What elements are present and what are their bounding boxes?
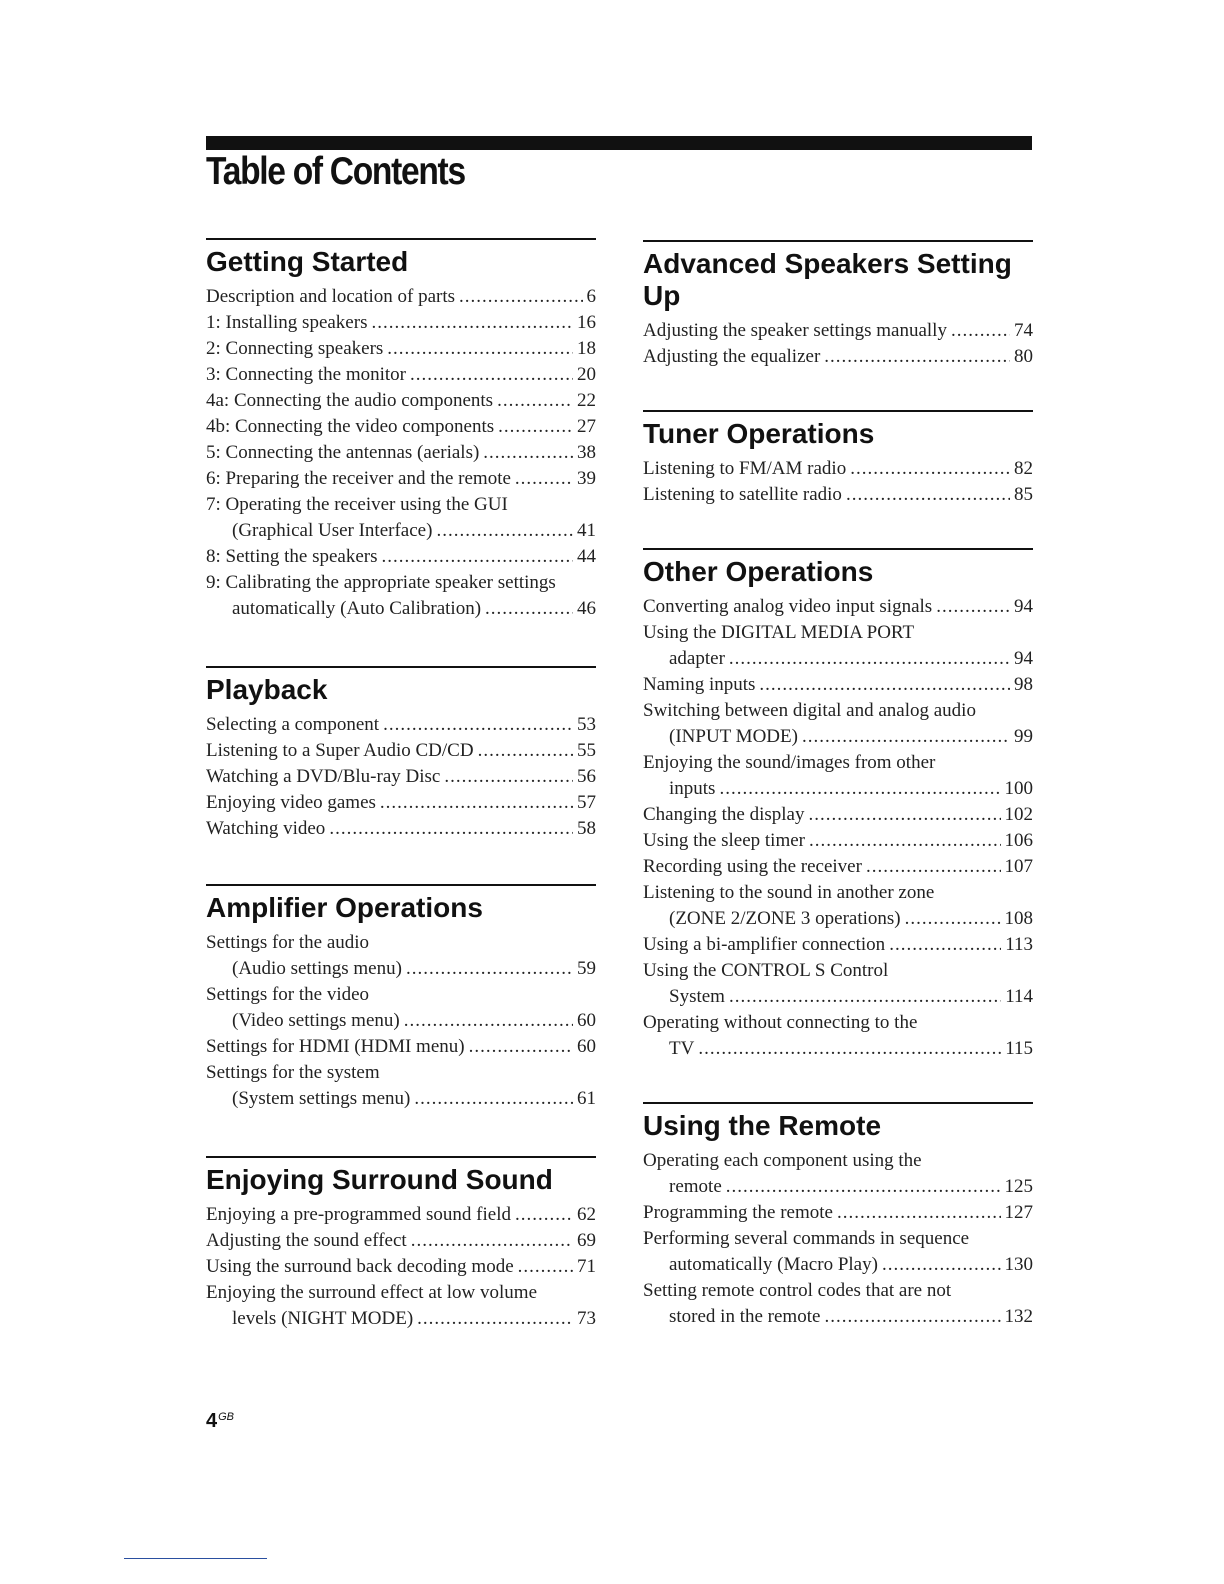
toc-entry[interactable] — [643, 802, 1033, 828]
section-title: Using the Remote — [643, 1110, 882, 1141]
dot-leader — [698, 1036, 1001, 1062]
toc-entry[interactable] — [643, 1200, 1033, 1226]
toc-entry-text: Settings for the video — [206, 984, 370, 1005]
toc-page-number: 94 — [1014, 648, 1033, 669]
toc-entry-line — [206, 790, 596, 816]
toc-entry-line — [206, 362, 596, 388]
header-rule — [206, 136, 1032, 150]
toc-entry-line — [643, 1200, 1033, 1226]
toc-entry-line — [643, 932, 1033, 958]
toc-page-number: 125 — [1004, 1176, 1033, 1197]
toc-entry[interactable] — [643, 620, 1033, 672]
toc-page-number: 82 — [1014, 458, 1033, 479]
section-getting-started — [206, 238, 596, 622]
toc-entry-text: levels (NIGHT MODE) — [232, 1308, 414, 1329]
toc-entry-line — [206, 310, 596, 336]
dot-leader — [410, 362, 573, 388]
toc-page-number: 60 — [577, 1010, 596, 1031]
toc-entry-line — [206, 982, 596, 1008]
toc-entry-line — [643, 1010, 1033, 1036]
toc-entry[interactable] — [206, 466, 596, 492]
toc-entry[interactable] — [643, 594, 1033, 620]
dot-leader — [882, 1252, 1001, 1278]
toc-entry[interactable] — [206, 712, 596, 738]
toc-entry-line — [643, 958, 1033, 984]
toc-page-number: 44 — [577, 546, 596, 567]
toc-entry[interactable] — [643, 854, 1033, 880]
toc-entry[interactable] — [643, 1226, 1033, 1278]
section-enjoying-surround-sound — [206, 1156, 596, 1332]
toc-page-number: 18 — [577, 338, 596, 359]
dot-leader — [459, 284, 582, 310]
toc-entry-text: Enjoying the sound/images from other — [643, 752, 936, 773]
toc-entry[interactable] — [206, 492, 596, 544]
toc-entry[interactable] — [643, 932, 1033, 958]
toc-page-number: 38 — [577, 442, 596, 463]
toc-entry[interactable] — [206, 336, 596, 362]
toc-entry-text: 4a: Connecting the audio components — [206, 390, 494, 411]
toc-entry[interactable] — [643, 958, 1033, 1010]
section-title: Enjoying Surround Sound — [206, 1164, 553, 1195]
dot-leader — [729, 984, 1001, 1010]
toc-entry-text: Adjusting the equalizer — [643, 346, 821, 367]
toc-page-number: 60 — [577, 1036, 596, 1057]
section-title: Tuner Operations — [643, 418, 875, 449]
dot-leader — [518, 1254, 573, 1280]
toc-entry-line — [643, 456, 1033, 482]
toc-entry[interactable] — [643, 880, 1033, 932]
dot-leader — [808, 802, 1000, 828]
toc-page-number: 61 — [577, 1088, 596, 1109]
toc-column-right — [643, 240, 1033, 1330]
toc-entry-text: Operating each component using the — [643, 1150, 922, 1171]
toc-entry-text: System — [669, 986, 725, 1007]
dot-leader — [837, 1200, 1001, 1226]
dot-leader — [936, 594, 1010, 620]
toc-entry-text: Switching between digital and analog audio — [643, 700, 976, 721]
dot-leader — [478, 738, 573, 764]
page-number-suffix: GB — [218, 1411, 235, 1423]
dot-leader — [824, 1304, 1000, 1330]
toc-entry-line — [206, 738, 596, 764]
toc-page-number: 130 — [1004, 1254, 1033, 1275]
dot-leader — [719, 776, 1000, 802]
toc-entry-text: automatically (Macro Play) — [669, 1254, 878, 1275]
toc-page-number: 69 — [577, 1230, 596, 1251]
toc-page-number: 113 — [1005, 934, 1033, 955]
dot-leader — [383, 712, 573, 738]
toc-entry[interactable] — [206, 738, 596, 764]
toc-entry-text: inputs — [669, 778, 716, 799]
toc-entry-line — [643, 344, 1033, 370]
toc-entry-continuation — [206, 956, 596, 982]
toc-entry[interactable] — [206, 570, 596, 622]
toc-entry[interactable] — [643, 482, 1033, 508]
toc-entry[interactable] — [206, 1060, 596, 1112]
toc-entry-text: 7: Operating the receiver using the GUI — [206, 494, 508, 515]
toc-entry-line — [206, 466, 596, 492]
dot-leader — [404, 1008, 573, 1034]
toc-entry-line — [206, 1202, 596, 1228]
toc-page-number: 114 — [1005, 986, 1033, 1007]
toc-entry[interactable] — [206, 388, 596, 414]
toc-entry-continuation — [206, 1008, 596, 1034]
dot-leader — [802, 724, 1010, 750]
toc-entry-text: 3: Connecting the monitor — [206, 364, 407, 385]
toc-page-number: 27 — [577, 416, 596, 437]
toc-page-number: 39 — [577, 468, 596, 489]
toc-entry-continuation — [206, 596, 596, 622]
toc-entry-text: automatically (Auto Calibration) — [232, 598, 482, 619]
toc-page-number: 41 — [577, 520, 596, 541]
toc-entry[interactable] — [206, 1034, 596, 1060]
toc-page-number: 16 — [577, 312, 596, 333]
toc-page-number: 94 — [1014, 596, 1033, 617]
dot-leader — [329, 816, 573, 842]
toc-entry-text: (INPUT MODE) — [669, 726, 798, 747]
toc-entry-line — [206, 440, 596, 466]
toc-entry-text: (Graphical User Interface) — [232, 520, 433, 541]
toc-entry[interactable] — [206, 310, 596, 336]
dot-leader — [498, 414, 573, 440]
toc-entry-line — [643, 880, 1033, 906]
toc-page-number: 100 — [1004, 778, 1033, 799]
toc-entry-text: 9: Calibrating the appropriate speaker settings — [206, 572, 556, 593]
toc-page-number: 132 — [1004, 1306, 1033, 1327]
toc-page-number: 53 — [577, 714, 596, 735]
toc-entry-line — [643, 1278, 1033, 1304]
toc-entry-line — [643, 594, 1033, 620]
dot-leader — [436, 518, 573, 544]
toc-entry-text: Setting remote control codes that are not — [643, 1280, 952, 1301]
toc-page-number: 58 — [577, 818, 596, 839]
toc-entry-continuation — [643, 984, 1033, 1010]
toc-entry-text: Settings for HDMI (HDMI menu) — [206, 1036, 465, 1057]
toc-entry[interactable] — [206, 440, 596, 466]
toc-entry-text: 5: Connecting the antennas (aerials) — [206, 442, 480, 463]
toc-page-number: 20 — [577, 364, 596, 385]
toc-entry-text: Settings for the audio — [206, 932, 370, 953]
section-other-operations — [643, 548, 1033, 1062]
toc-entry-continuation — [643, 776, 1033, 802]
toc-entry[interactable] — [643, 1010, 1033, 1062]
section-title: Getting Started — [206, 246, 409, 277]
toc-entry-text: remote — [669, 1176, 722, 1197]
toc-entry-text: 1: Installing speakers — [206, 312, 368, 333]
toc-page-number: 107 — [1004, 856, 1033, 877]
toc-entry-line — [643, 750, 1033, 776]
toc-page-number: 22 — [577, 390, 596, 411]
toc-entry-text: Changing the display — [643, 804, 805, 825]
toc-entry-line — [206, 764, 596, 790]
toc-entry-line — [643, 828, 1033, 854]
toc-entry-line — [206, 1060, 596, 1086]
dot-leader — [889, 932, 1001, 958]
toc-entry[interactable] — [206, 414, 596, 440]
toc-page-number: 55 — [577, 740, 596, 761]
toc-entry-text: Using a bi-amplifier connection — [643, 934, 886, 955]
toc-entry-line — [643, 1226, 1033, 1252]
dot-leader — [866, 854, 1001, 880]
toc-entry[interactable] — [643, 456, 1033, 482]
dot-leader — [729, 646, 1010, 672]
toc-page-number: 74 — [1014, 320, 1033, 341]
toc-page-number: 56 — [577, 766, 596, 787]
dot-leader — [414, 1086, 573, 1112]
toc-entry-text: Using the DIGITAL MEDIA PORT — [643, 622, 915, 643]
dot-leader — [406, 956, 573, 982]
dot-leader — [951, 318, 1010, 344]
toc-entry-text: Listening to the sound in another zone — [643, 882, 935, 903]
toc-entry-line — [206, 816, 596, 842]
toc-entry-text: Enjoying video games — [206, 792, 376, 813]
toc-page-number: 108 — [1004, 908, 1033, 929]
toc-entry-line — [206, 284, 596, 310]
toc-entry-line — [206, 414, 596, 440]
toc-entry[interactable] — [206, 1202, 596, 1228]
dot-leader — [497, 388, 573, 414]
dot-leader — [824, 344, 1010, 370]
page-number-value: 4 — [206, 1410, 218, 1432]
section-using-the-remote — [643, 1102, 1033, 1330]
toc-entry-continuation — [643, 906, 1033, 932]
toc-entry-text: Enjoying a pre-programmed sound field — [206, 1204, 511, 1225]
toc-entry-line — [206, 712, 596, 738]
dot-leader — [417, 1306, 573, 1332]
toc-entry[interactable] — [206, 816, 596, 842]
toc-entry-text: Converting analog video input signals — [643, 596, 933, 617]
toc-entry-line — [206, 544, 596, 570]
section-title: Advanced Speakers Setting Up — [643, 248, 1012, 311]
toc-entry-line — [206, 492, 596, 518]
footer-rule — [124, 1558, 267, 1559]
dot-leader — [850, 456, 1010, 482]
dot-leader — [469, 1034, 573, 1060]
toc-entry-line — [643, 698, 1033, 724]
toc-entry[interactable] — [206, 544, 596, 570]
toc-entry[interactable] — [206, 930, 596, 982]
toc-entry[interactable] — [206, 362, 596, 388]
toc-entry-text: 6: Preparing the receiver and the remote — [206, 468, 511, 489]
toc-entry-text: Adjusting the sound effect — [206, 1230, 407, 1251]
toc-entry-text: Enjoying the surround effect at low volume — [206, 1282, 538, 1303]
toc-entry[interactable] — [206, 284, 596, 310]
entry-list — [643, 456, 1033, 508]
page-number — [206, 1410, 234, 1433]
entry-list — [206, 712, 596, 842]
dot-leader — [759, 672, 1010, 698]
toc-entry-line — [206, 336, 596, 362]
dot-leader — [411, 1228, 573, 1254]
toc-entry-text: Using the CONTROL S Control — [643, 960, 889, 981]
toc-entry-text: Listening to satellite radio — [643, 484, 842, 505]
toc-entry-continuation — [643, 1036, 1033, 1062]
toc-page-number: 85 — [1014, 484, 1033, 505]
toc-page-number: 46 — [577, 598, 596, 619]
toc-entry[interactable] — [206, 764, 596, 790]
toc-entry-text: Using the sleep timer — [643, 830, 805, 851]
toc-entry-continuation — [643, 1174, 1033, 1200]
toc-entry-continuation — [643, 724, 1033, 750]
toc-page-number: 102 — [1004, 804, 1033, 825]
toc-page-number: 98 — [1014, 674, 1033, 695]
toc-entry[interactable] — [206, 1228, 596, 1254]
section-title: Playback — [206, 674, 328, 705]
toc-entry-text: Listening to a Super Audio CD/CD — [206, 740, 474, 761]
toc-entry-line — [206, 1254, 596, 1280]
toc-entry-text: Naming inputs — [643, 674, 756, 695]
dot-leader — [485, 596, 573, 622]
toc-entry-text: TV — [669, 1038, 695, 1059]
dot-leader — [905, 906, 1001, 932]
dot-leader — [809, 828, 1001, 854]
toc-entry[interactable] — [206, 790, 596, 816]
dot-leader — [387, 336, 573, 362]
section-amplifier-operations — [206, 884, 596, 1112]
toc-entry-line — [643, 620, 1033, 646]
toc-page-number: 73 — [577, 1308, 596, 1329]
page-title: Table of Contents — [206, 150, 465, 193]
toc-entry-text: Operating without connecting to the — [643, 1012, 918, 1033]
section-title: Amplifier Operations — [206, 892, 483, 923]
toc-entry-text: Settings for the system — [206, 1062, 380, 1083]
toc-entry-line — [206, 930, 596, 956]
toc-entry-continuation — [643, 1304, 1033, 1330]
dot-leader — [483, 440, 573, 466]
toc-entry-text: Selecting a component — [206, 714, 380, 735]
toc-entry-text: 8: Setting the speakers — [206, 546, 378, 567]
toc-entry-continuation — [643, 646, 1033, 672]
toc-entry-text: Using the surround back decoding mode — [206, 1256, 514, 1277]
toc-entry[interactable] — [643, 1148, 1033, 1200]
toc-entry-text: Description and location of parts — [206, 286, 456, 307]
toc-entry[interactable] — [643, 344, 1033, 370]
section-title: Other Operations — [643, 556, 874, 587]
entry-list — [206, 930, 596, 1112]
toc-column-left — [206, 238, 596, 1332]
dot-leader — [846, 482, 1010, 508]
toc-page-number: 80 — [1014, 346, 1033, 367]
toc-entry[interactable] — [643, 750, 1033, 802]
dot-leader — [382, 544, 574, 570]
toc-entry-line — [206, 1280, 596, 1306]
toc-entry-line — [643, 802, 1033, 828]
section-playback — [206, 666, 596, 842]
toc-page-number: 6 — [586, 286, 596, 307]
entry-list — [643, 594, 1033, 1062]
toc-entry-continuation — [643, 1252, 1033, 1278]
toc-entry-text: Programming the remote — [643, 1202, 833, 1223]
section-advanced-speakers-setting-up — [643, 240, 1033, 370]
toc-entry-text: 2: Connecting speakers — [206, 338, 384, 359]
toc-entry-text: Performing several commands in sequence — [643, 1228, 970, 1249]
section-tuner-operations — [643, 410, 1033, 508]
toc-page-number: 106 — [1004, 830, 1033, 851]
toc-entry[interactable] — [643, 698, 1033, 750]
toc-entry-continuation — [206, 518, 596, 544]
toc-entry-text: Listening to FM/AM radio — [643, 458, 847, 479]
toc-page-number: 59 — [577, 958, 596, 979]
toc-entry-line — [643, 1148, 1033, 1174]
toc-entry-line — [206, 570, 596, 596]
toc-entry[interactable] — [206, 1280, 596, 1332]
toc-entry-text: Watching a DVD/Blu-ray Disc — [206, 766, 441, 787]
toc-entry[interactable] — [643, 672, 1033, 698]
entry-list — [206, 284, 596, 622]
toc-page-number: 57 — [577, 792, 596, 813]
toc-entry-text: 4b: Connecting the video components — [206, 416, 495, 437]
toc-entry-text: adapter — [669, 648, 725, 669]
toc-page-number: 62 — [577, 1204, 596, 1225]
entry-list — [643, 318, 1033, 370]
toc-entry-continuation — [206, 1086, 596, 1112]
toc-entry-text: stored in the remote — [669, 1306, 821, 1327]
toc-entry-text: Recording using the receiver — [643, 856, 862, 877]
toc-entry[interactable] — [643, 828, 1033, 854]
toc-page-number: 127 — [1004, 1202, 1033, 1223]
toc-entry-line — [643, 482, 1033, 508]
dot-leader — [726, 1174, 1001, 1200]
toc-page-number: 115 — [1005, 1038, 1033, 1059]
entry-list — [643, 1148, 1033, 1330]
toc-entry-line — [206, 1034, 596, 1060]
toc-entry[interactable] — [206, 982, 596, 1034]
toc-entry-line — [643, 854, 1033, 880]
toc-entry[interactable] — [643, 1278, 1033, 1330]
toc-entry-text: (System settings menu) — [232, 1088, 411, 1109]
toc-page-number: 71 — [577, 1256, 596, 1277]
toc-entry-text: Watching video — [206, 818, 326, 839]
dot-leader — [371, 310, 573, 336]
toc-entry-text: (ZONE 2/ZONE 3 operations) — [669, 908, 901, 929]
dot-leader — [444, 764, 573, 790]
toc-entry-line — [206, 1228, 596, 1254]
toc-entry-text: (Video settings menu) — [232, 1010, 400, 1031]
toc-entry[interactable] — [206, 1254, 596, 1280]
toc-entry-line — [206, 388, 596, 414]
dot-leader — [515, 466, 573, 492]
entry-list — [206, 1202, 596, 1332]
toc-entry[interactable] — [643, 318, 1033, 344]
toc-page-number: 99 — [1014, 726, 1033, 747]
toc-entry-continuation — [206, 1306, 596, 1332]
toc-entry-text: (Audio settings menu) — [232, 958, 402, 979]
dot-leader — [515, 1202, 573, 1228]
dot-leader — [380, 790, 573, 816]
toc-entry-text: Adjusting the speaker settings manually — [643, 320, 947, 341]
toc-entry-line — [643, 672, 1033, 698]
toc-entry-line — [643, 318, 1033, 344]
